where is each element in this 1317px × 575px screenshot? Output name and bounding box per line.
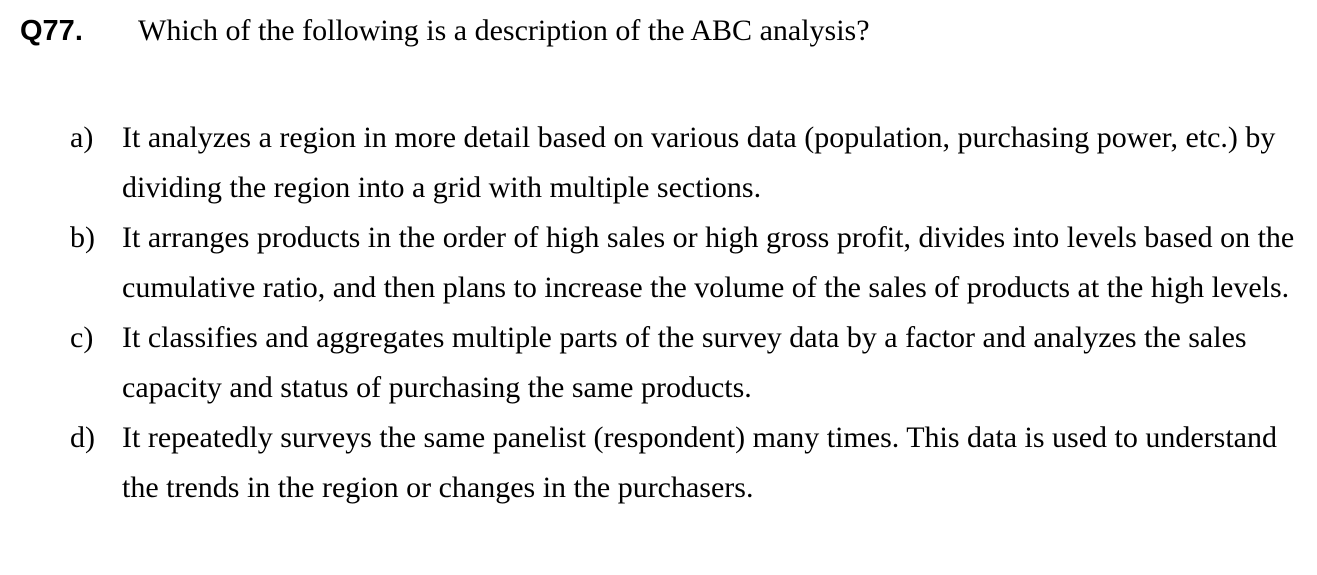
option-text: It arranges products in the order of high sales or high gross profit, divides into levels based on the cumulative ratio, and then plans to increase the volume of the sales of products at the high levels. [122,221,1295,304]
option-letter: a) [70,121,94,154]
answer-options-list [70,113,1310,513]
option-letter: c) [70,321,94,354]
answer-option-a [70,113,1310,213]
option-text: It classifies and aggregates multiple parts of the survey data by a factor and analyzes the sales capacity and status of purchasing the same products. [122,321,1247,404]
question-header [20,14,870,48]
option-text: It analyzes a region in more detail based on various data (population, purchasing power, etc.) by dividing the region into a grid with multiple sections. [122,121,1276,204]
answer-option-d [70,413,1310,513]
question-text: Which of the following is a description of the ABC analysis? [138,14,870,47]
answer-option-c [70,313,1310,413]
option-letter: b) [70,221,95,254]
answer-option-b [70,213,1310,313]
option-letter: d) [70,421,95,454]
option-text: It repeatedly surveys the same panelist (respondent) many times. This data is used to understand the trends in the region or changes in the purchasers. [122,421,1277,504]
question-number: Q77. [20,15,83,47]
